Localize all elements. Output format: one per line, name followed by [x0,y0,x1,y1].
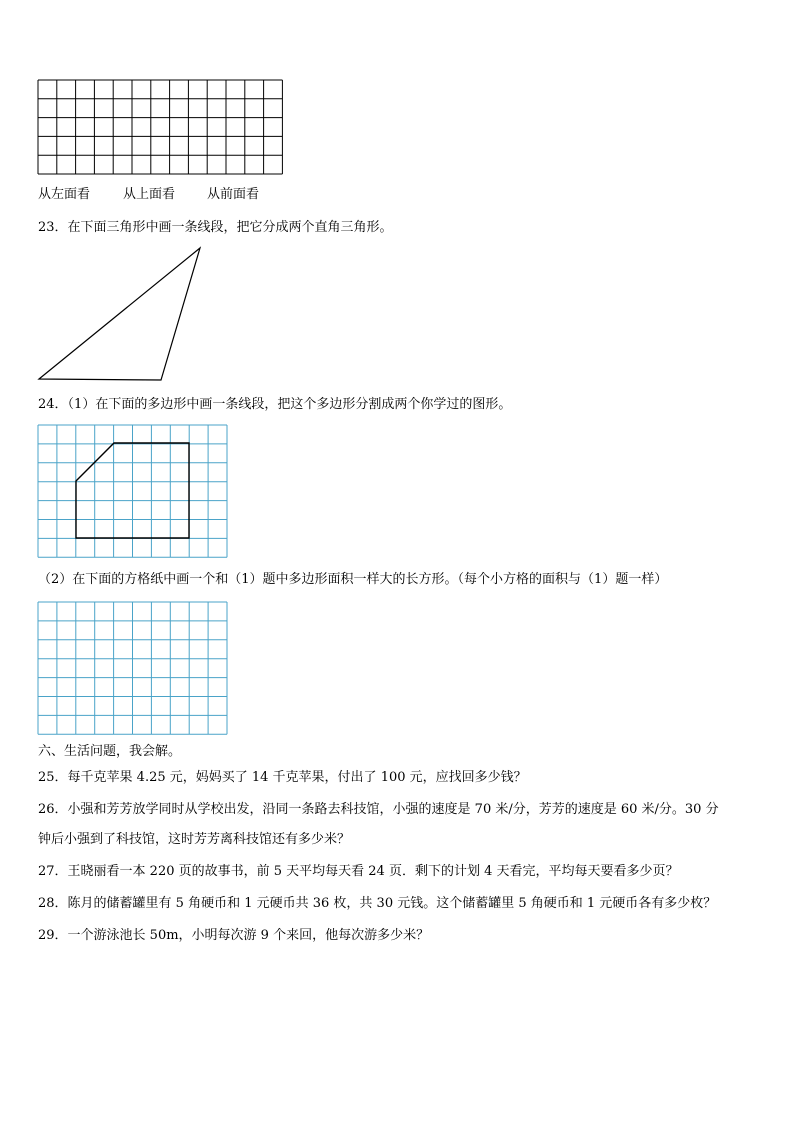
question-23: 23．在下面三角形中画一条线段，把它分成两个直角三角形。 [38,220,393,235]
question-27: 27．王晓丽看一本 220 页的故事书，前 5 天平均每天看 24 页．剩下的计划 4 天看完，平均每天要看多少页？ [38,864,679,879]
question-24-part-2: （2）在下面的方格纸中画一个和（1）题中多边形面积一样大的长方形。（每个小方格的面积与（1）题一样） [38,572,668,587]
question-26-line-2: 钟后小强到了科技馆，这时芳芳离科技馆还有多少米？ [38,832,351,847]
question-29: 29．一个游泳池长 50m，小明每次游 9 个来回，他每次游多少米？ [38,928,430,943]
view-label-front: 从前面看 [207,187,260,202]
rectangle-drawing-grid [37,601,229,737]
question-24-part-1: 24．（1）在下面的多边形中画一条线段，把这个多边形分割成两个你学过的图形。 [38,397,512,412]
view-label-left: 从左面看 [38,187,91,202]
polygon-grid [37,424,229,560]
view-label-top: 从上面看 [123,187,176,202]
view-drawing-grid [37,79,285,175]
triangle-figure [30,240,210,385]
question-25: 25．每千克苹果 4.25 元，妈妈买了 14 千克苹果，付出了 100 元，应找回多少钱？ [38,770,527,785]
section-6-heading: 六、生活问题，我会解。 [38,744,182,759]
question-28: 28．陈月的储蓄罐里有 5 角硬币和 1 元硬币共 36 枚，共 30 元钱。这个储蓄罐里 5 角硬币和 1 元硬币各有多少枚？ [38,896,717,911]
question-26-line-1: 26．小强和芳芳放学同时从学校出发，沿同一条路去科技馆，小强的速度是 70 米/分，芳芳的速度是 60 米/分。30 分 [38,802,719,817]
